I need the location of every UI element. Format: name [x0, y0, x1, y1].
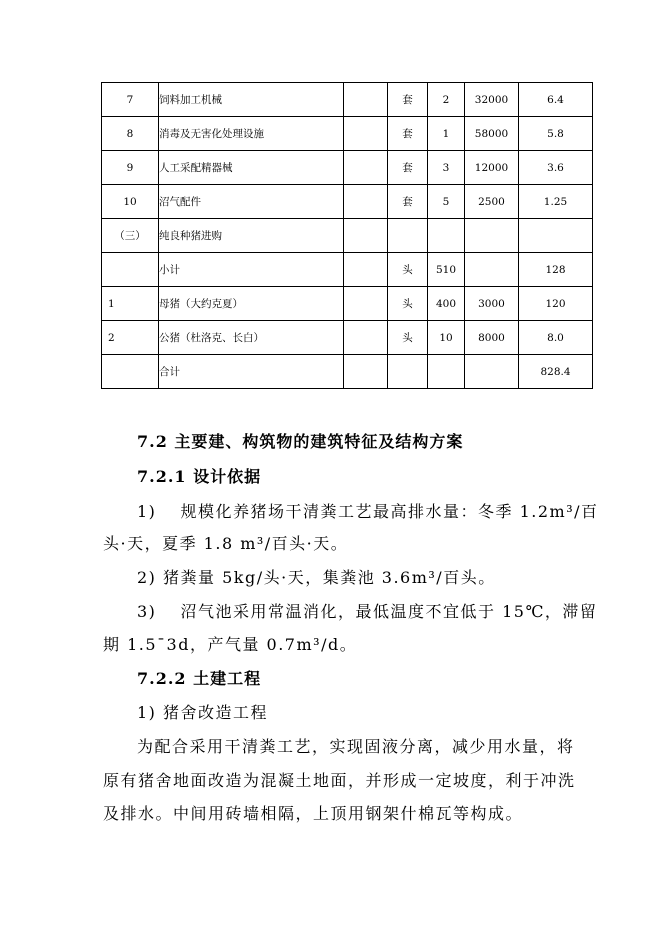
item-name: 合计 [159, 355, 344, 389]
unit-cell: 头 [388, 253, 428, 287]
quantity-cell: 5 [428, 185, 465, 219]
unit-price-cell: 2500 [465, 185, 519, 219]
table-row [102, 185, 593, 219]
total-cell [519, 219, 593, 253]
row-number [102, 253, 159, 287]
unit-price-cell: 32000 [465, 83, 519, 117]
equipment-cost-table [101, 82, 593, 389]
table-row [102, 321, 593, 355]
quantity-cell [428, 219, 465, 253]
table-row [102, 117, 593, 151]
quantity-cell: 2 [428, 83, 465, 117]
unit-cell: 头 [388, 287, 428, 321]
item-name: 小计 [159, 253, 344, 287]
paragraph-line: 原有猪舍地面改造为混凝土地面，并形成一定坡度，利于冲洗 [103, 771, 576, 790]
row-number: 9 [102, 151, 159, 185]
subsection-title-civil-works: 7.2.2 土建工程 [137, 669, 262, 688]
table-row [102, 287, 593, 321]
quantity-cell: 510 [428, 253, 465, 287]
unit-price-cell [465, 219, 519, 253]
table-row [102, 355, 593, 389]
unit-cell: 套 [388, 185, 428, 219]
blank-cell [344, 83, 388, 117]
item-name: 沼气配件 [159, 185, 344, 219]
total-cell: 5.8 [519, 117, 593, 151]
row-number: 2 [102, 321, 159, 355]
unit-cell: 套 [388, 151, 428, 185]
blank-cell [344, 355, 388, 389]
design-basis-item: 1) 规模化养猪场干清粪工艺最高排水量：冬季 1.2m³/百 [137, 502, 599, 521]
item-name: 饲料加工机械 [159, 83, 344, 117]
total-cell: 120 [519, 287, 593, 321]
blank-cell [344, 185, 388, 219]
total-cell: 1.25 [519, 185, 593, 219]
design-basis-item: 3) 沼气池采用常温消化，最低温度不宜低于 15℃，滞留 [137, 602, 598, 621]
quantity-cell: 400 [428, 287, 465, 321]
paragraph-line: 及排水。中间用砖墙相隔，上顶用钢架什棉瓦等构成。 [103, 804, 524, 823]
unit-price-cell [465, 253, 519, 287]
item-name: 母猪（大约克夏） [159, 287, 344, 321]
unit-price-cell: 58000 [465, 117, 519, 151]
table-row [102, 219, 593, 253]
design-basis-item: 头·天，夏季 1.8 m³/百头·天。 [103, 534, 349, 553]
row-number: 7 [102, 83, 159, 117]
quantity-cell: 1 [428, 117, 465, 151]
civil-works-item: 1) 猪舍改造工程 [137, 703, 269, 722]
blank-cell [344, 117, 388, 151]
total-cell: 828.4 [519, 355, 593, 389]
paragraph-line: 为配合采用干清粪工艺，实现固液分离，减少用水量，将 [137, 737, 575, 756]
item-name: 纯良种猪进购 [159, 219, 344, 253]
table-row [102, 253, 593, 287]
blank-cell [344, 287, 388, 321]
design-basis-item: 2) 猪粪量 5kg/头·天，集粪池 3.6m³/百头。 [137, 568, 496, 587]
quantity-cell: 10 [428, 321, 465, 355]
item-name: 公猪（杜洛克、长白） [159, 321, 344, 355]
unit-price-cell: 3000 [465, 287, 519, 321]
row-number: 10 [102, 185, 159, 219]
unit-cell: 套 [388, 117, 428, 151]
design-basis-item: 期 1.5¯3d，产气量 0.7m³/d。 [103, 635, 358, 654]
unit-cell: 套 [388, 83, 428, 117]
row-number [102, 355, 159, 389]
total-cell: 6.4 [519, 83, 593, 117]
quantity-cell: 3 [428, 151, 465, 185]
unit-cell [388, 355, 428, 389]
subsection-title-design-basis: 7.2.1 设计依据 [137, 467, 262, 486]
section-title: 7.2 主要建、构筑物的建筑特征及结构方案 [137, 432, 464, 451]
unit-price-cell [465, 355, 519, 389]
row-number: （三） [102, 219, 159, 253]
table-row [102, 83, 593, 117]
row-number: 1 [102, 287, 159, 321]
total-cell: 8.0 [519, 321, 593, 355]
row-number: 8 [102, 117, 159, 151]
blank-cell [344, 151, 388, 185]
blank-cell [344, 321, 388, 355]
unit-price-cell: 12000 [465, 151, 519, 185]
quantity-cell [428, 355, 465, 389]
unit-cell: 头 [388, 321, 428, 355]
blank-cell [344, 253, 388, 287]
table-row [102, 151, 593, 185]
blank-cell [344, 219, 388, 253]
item-name: 人工采配精器械 [159, 151, 344, 185]
item-name: 消毒及无害化处理设施 [159, 117, 344, 151]
unit-cell [388, 219, 428, 253]
total-cell: 3.6 [519, 151, 593, 185]
total-cell: 128 [519, 253, 593, 287]
unit-price-cell: 8000 [465, 321, 519, 355]
